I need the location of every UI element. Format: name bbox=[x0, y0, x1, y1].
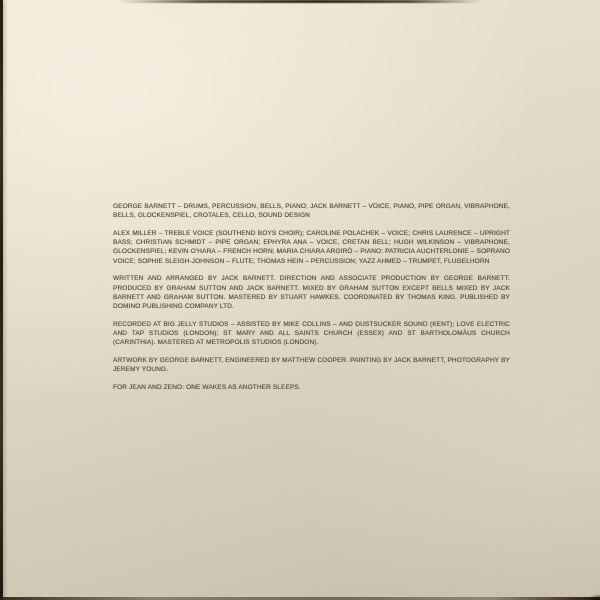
liner-notes bbox=[113, 202, 510, 392]
sleeve-corner-shadow bbox=[588, 594, 600, 600]
credit-paragraph-dedication: FOR JEAN AND ZENO: ONE WAKES AS ANOTHER SLEEPS. bbox=[113, 384, 301, 392]
credit-paragraph-production: WRITTEN AND ARRANGED BY JACK BARNETT. DIRECTION AND ASSOCIATE PRODUCTION BY GEORGE BARNETT. PRODUCED BY GRAHAM SUTTON AND JACK BARNETT. MIXED BY GRAHAM SUTTON EXCEPT BELLS MIXED BY JACK BARNETT AND GRAHAM SUTTON. MASTERED BY STUART HAWKES. COORDINATED BY THOMAS KING. PUBLISHED BY DOMINO PUBLISHING COMPANY LTD. bbox=[113, 275, 510, 311]
credit-paragraph-guest-musicians: ALEX MILLER – TREBLE VOICE (SOUTHEND BOYS CHOIR); CAROLINE POLACHEK – VOICE; CHRIS LAURENCE – UPRIGHT BASS; CHRISTIAN SCHMIDT – PIPE ORGAN; EPHYRA ANA – VOICE, CRETAN BELL; HUGH WILKINSON – VIBRAPHONE, GLOCKENSPIEL; KEVIN O'HARA – FRENCH HORN; MARIA CHIARA ARGIRÒ – PIANO; PATRICIA AUCHTERLONIE – SOPRANO VOICE; SOPHIE SLEIGH-JOHNSON – FLUTE; THOMAS HEIN – PERCUSSION; YAZZ AHMED – TRUMPET, FLUGELHORN bbox=[113, 230, 510, 265]
sleeve-left-edge bbox=[0, 0, 3, 600]
credit-paragraph-performers-barnetts: GEORGE BARNETT – DRUMS, PERCUSSION, BELLS, PIANO; JACK BARNETT – VOICE, PIANO, PIPE ORGAN, VIBRAPHONE, BELLS, GLOCKENSPIEL, CROTALES, CELLO, SOUND DESIGN bbox=[113, 203, 510, 220]
credit-paragraph-artwork: ARTWORK BY GEORGE BARNETT, ENGINEERED BY MATTHEW COOPER. PAINTING BY JACK BARNETT, PHOTOGRAPHY BY JEREMY YOUNG. bbox=[113, 357, 510, 374]
credit-paragraph-recording-locations: RECORDED AT BIG JELLY STUDIOS – ASSISTED BY MIKE COLLINS – AND DUSTSUCKER SOUND (KENT); LOVE ELECTRIC AND TAP STUDIOS (LONDON); ST MARY AND ALL SAINTS CHURCH (ESSEX) AND ST BARTHOLOMÄUS CHURCH (CARINTHIA). MASTERED AT METROPOLIS STUDIOS (LONDON). bbox=[113, 320, 510, 347]
sleeve-top-edge bbox=[118, 0, 482, 3]
